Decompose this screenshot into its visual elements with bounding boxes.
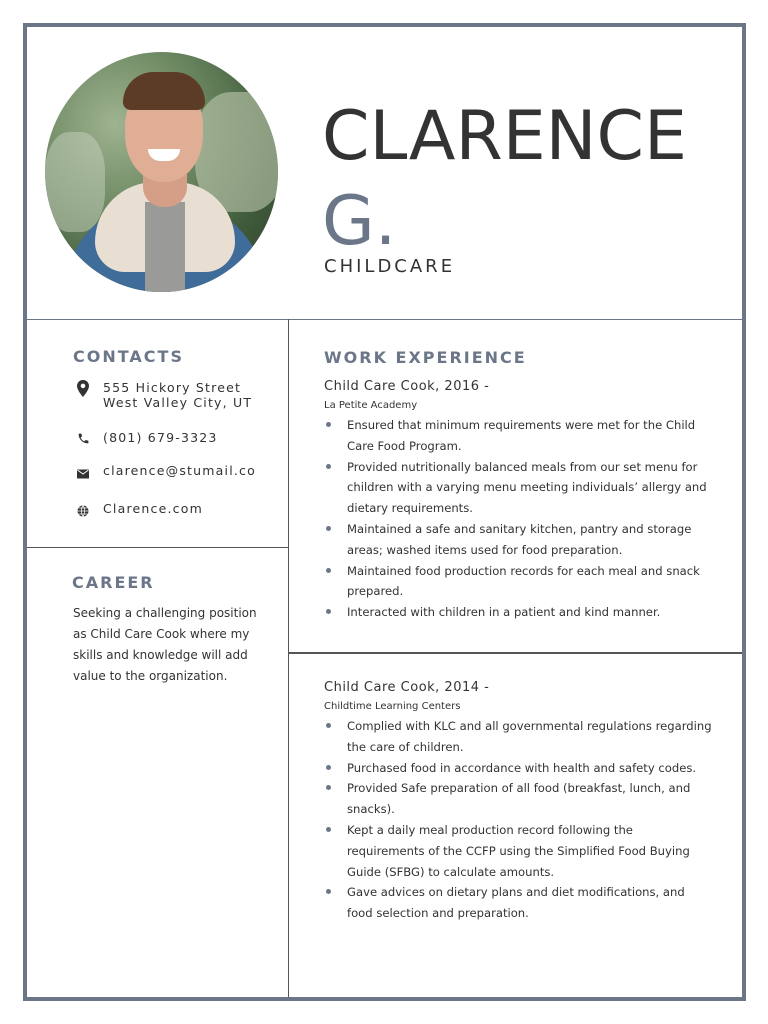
address-line1: 555 Hickory Street <box>103 380 242 395</box>
contact-website <box>73 501 203 519</box>
contact-phone <box>73 430 218 446</box>
first-name: CLARENCE <box>322 97 687 176</box>
duty-item: Purchased food in accordance with health and safety codes. <box>324 758 714 779</box>
phone-icon <box>73 430 93 446</box>
duty-item: Maintained a safe and sanitary kitchen, pantry and storage areas; washed items used for food preparation. <box>324 519 714 561</box>
jobs-divider <box>288 652 742 654</box>
address-line2: West Valley City, UT <box>103 395 253 410</box>
column-divider <box>288 319 289 997</box>
duty-item: Interacted with children in a patient and kind manner. <box>324 602 714 623</box>
duty-item: Maintained food production records for each meal and snack prepared. <box>324 561 714 603</box>
profile-photo <box>45 52 278 292</box>
contacts-divider <box>27 547 288 548</box>
contact-email <box>73 463 256 482</box>
job-title: CHILDCARE <box>324 256 456 277</box>
job-entry <box>324 378 714 623</box>
job-entry <box>324 679 714 924</box>
duty-item: Gave advices on dietary plans and diet modifications, and food selection and preparation. <box>324 882 714 924</box>
location-pin-icon <box>73 380 93 396</box>
header-divider <box>27 319 742 320</box>
duty-item: Provided nutritionally balanced meals from our set menu for children with a varying menu meeting individuals’ allergy and dietary requirements. <box>324 457 714 519</box>
job-role: Child Care Cook, 2014 - <box>324 680 490 695</box>
job-duties <box>324 415 714 623</box>
work-experience-heading: WORK EXPERIENCE <box>324 348 527 367</box>
envelope-icon <box>73 466 93 482</box>
duty-item: Complied with KLC and all governmental regulations regarding the care of children. <box>324 716 714 758</box>
globe-icon <box>73 503 93 519</box>
duty-item: Ensured that minimum requirements were met for the Child Care Food Program. <box>324 415 714 457</box>
career-summary: Seeking a challenging position as Child Care Cook where my skills and knowledge will add value to the organization. <box>73 606 257 683</box>
job-entry-clip <box>324 679 724 942</box>
contact-address <box>73 380 252 410</box>
duty-item: Kept a daily meal production record following the requirements of the CCFP using the Simplified Food Buying Guide (SFBG) to calculate amounts. <box>324 820 714 882</box>
job-organization: Childtime Learning Centers <box>324 701 461 712</box>
career-heading: CAREER <box>72 573 155 592</box>
job-duties <box>324 716 714 924</box>
duty-item: Provided Safe preparation of all food (breakfast, lunch, and snacks). <box>324 778 714 820</box>
email-address[interactable]: clarence@stumail.co <box>103 463 256 478</box>
website-link[interactable]: Clarence.com <box>103 501 203 516</box>
job-organization: La Petite Academy <box>324 400 418 411</box>
resume-page <box>23 23 746 1001</box>
job-role: Child Care Cook, 2016 - <box>324 379 490 394</box>
phone-number[interactable]: (801) 679-3323 <box>103 430 218 445</box>
last-initial: G. <box>322 182 397 261</box>
contacts-heading: CONTACTS <box>73 347 184 366</box>
